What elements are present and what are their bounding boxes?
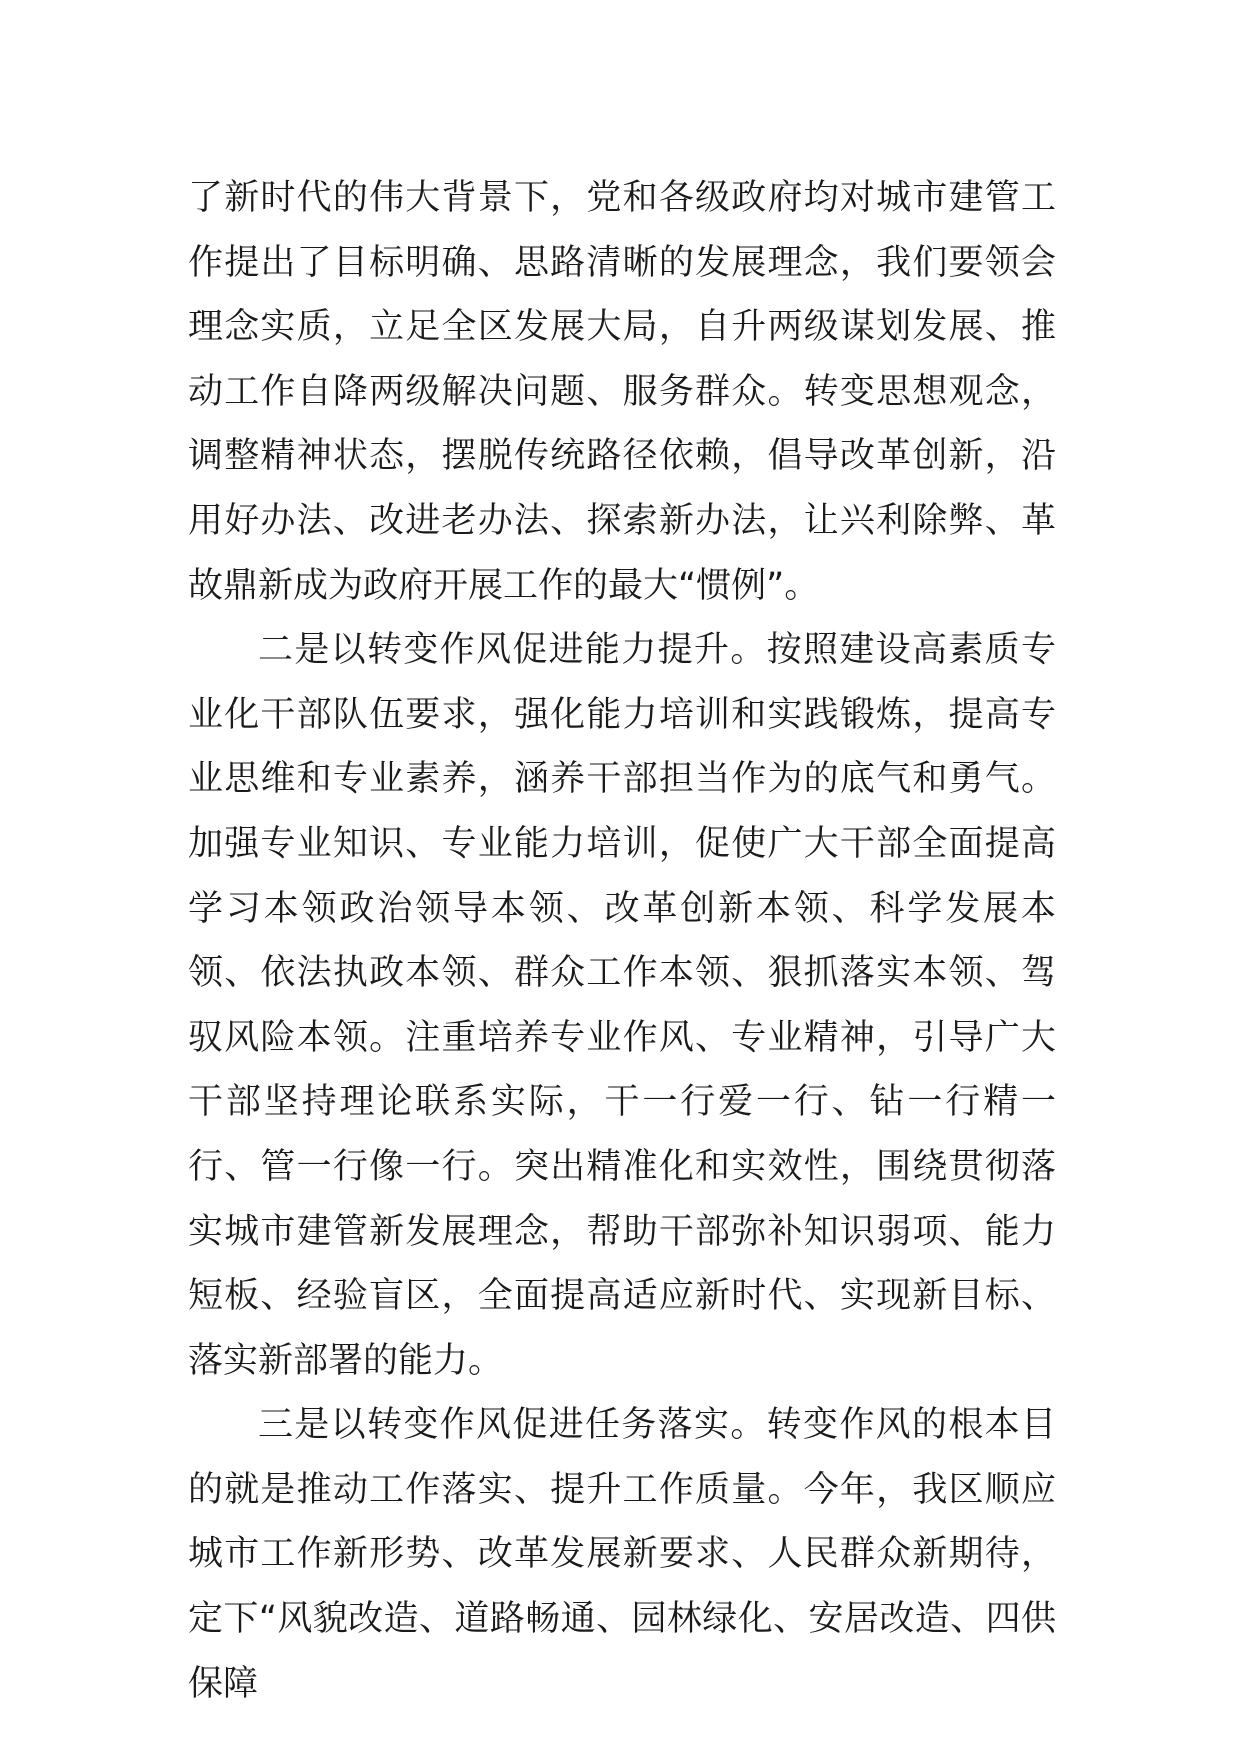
paragraph-continued: 了新时代的伟大背景下，党和各级政府均对城市建管工作提出了目标明确、思路清晰的发展理念，我们要领会理念实质，立足全区发展大局，自升两级谋划发展、推动工作自降两级解决问题、服务群众。转变思想观念，调整精神状态，摆脱传统路径依赖，倡导改革创新，沿用好办法、改进老办法、探索新办法，让兴利除弊、革故鼎新成为政府开展工作的最大“惯例”。 <box>188 178 1056 606</box>
paragraph-capability-improvement: 二是以转变作风促进能力提升。按照建设高素质专业化干部队伍要求，强化能力培训和实践锻炼，提高专业思维和专业素养，涵养干部担当作为的底气和勇气。加强专业知识、专业能力培训，促使广大干部全面提高学习本领政治领导本领、改革创新本领、科学发展本领、依法执政本领、群众工作本领、狠抓落实本领、驾驭风险本领。注重培养专业作风、专业精神，引导广大干部坚持理论联系实际，干一行爱一行、钻一行精一行、管一行像一行。突出精准化和实效性，围绕贯彻落实城市建管新发展理念，帮助干部弥补知识弱项、能力短板、经验盲区，全面提高适应新时代、实现新目标、落实新部署的能力。 <box>188 630 1056 1381</box>
paragraph-task-implementation: 三是以转变作风促进任务落实。转变作风的根本目的就是推动工作落实、提升工作质量。今年，我区顺应城市工作新形势、改革发展新要求、人民群众新期待，定下“风貌改造、道路畅通、园林绿化、安居改造、四供保障 <box>188 1405 1056 1704</box>
body-text <box>188 166 1056 1716</box>
